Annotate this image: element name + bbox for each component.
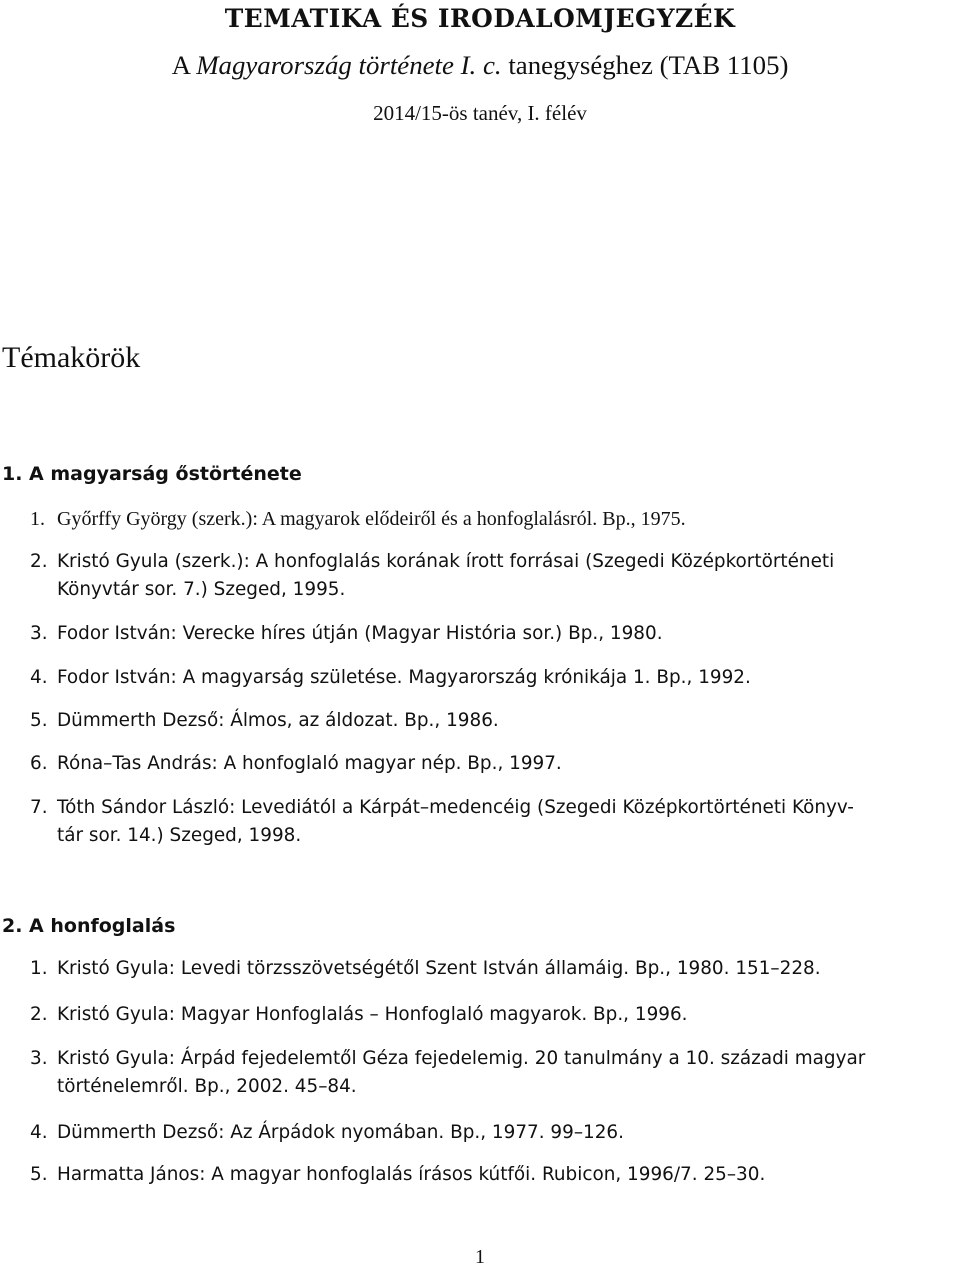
document-subtitle (0, 50, 960, 81)
item-number: 1. (30, 508, 45, 530)
item-number: 7. (30, 797, 48, 818)
item-text: Róna–Tas András: A honfoglaló magyar nép. Bp., 1997. (57, 753, 562, 774)
academic-term: 2014/15-ös tanév, I. félév (373, 101, 587, 125)
topic-1-item-5 (30, 707, 499, 735)
topic-2-title: 2. A honfoglalás (2, 915, 176, 937)
item-number: 3. (30, 1048, 48, 1069)
topic-1-item-7 (30, 794, 854, 850)
topic-2-item-1 (30, 955, 821, 983)
topic-1-item-2 (30, 548, 834, 604)
section-title: Témakörök (2, 341, 141, 374)
item-number: 5. (30, 710, 48, 731)
item-text: Kristó Gyula: Levedi törzsszövetségétől Szent István államáig. Bp., 1980. 151–228. (57, 958, 821, 979)
item-number: 2. (30, 551, 48, 572)
item-text: Győrffy György (szerk.): A magyarok elődeiről és a honfoglalásról. Bp., 1975. (57, 508, 686, 530)
page-number: 1 (475, 1246, 485, 1268)
item-number: 4. (30, 1122, 48, 1143)
subtitle-prefix: A (171, 50, 197, 80)
item-text: Kristó Gyula (szerk.): A honfoglalás korának írott forrásai (Szegedi Középkortörténeti (57, 551, 835, 572)
item-text-continued: Könyvtár sor. 7.) Szeged, 1995. (57, 579, 346, 600)
topic-2-item-2 (30, 1001, 688, 1029)
topic-2-item-5 (30, 1161, 765, 1189)
item-number: 3. (30, 623, 48, 644)
item-number: 5. (30, 1164, 48, 1185)
topic-1-item-3 (30, 620, 663, 648)
item-text: Harmatta János: A magyar honfoglalás írásos kútfői. Rubicon, 1996/7. 25–30. (57, 1164, 766, 1185)
topic-1-title: 1. A magyarság őstörténete (2, 463, 302, 485)
item-text: Dümmerth Dezső: Álmos, az áldozat. Bp., 1986. (57, 710, 499, 731)
topic-2-item-4 (30, 1119, 624, 1147)
item-text: Tóth Sándor László: Levediától a Kárpát–medencéig (Szegedi Középkortörténeti Könyv- (57, 797, 854, 818)
item-text: Kristó Gyula: Magyar Honfoglalás – Honfoglaló magyarok. Bp., 1996. (57, 1004, 688, 1025)
item-text-continued: történelemről. Bp., 2002. 45–84. (57, 1076, 357, 1097)
topic-1-item-6 (30, 750, 562, 778)
item-number: 4. (30, 667, 48, 688)
document-title: TEMATIKA ÉS IRODALOMJEGYZÉK (224, 4, 736, 33)
course-title: Magyarország története I. c. (196, 50, 502, 80)
topic-1-item-4 (30, 664, 751, 692)
item-number: 6. (30, 753, 48, 774)
item-number: 2. (30, 1004, 48, 1025)
item-text-continued: tár sor. 14.) Szeged, 1998. (57, 825, 302, 846)
item-number: 1. (30, 958, 48, 979)
item-text: Kristó Gyula: Árpád fejedelemtől Géza fejedelemig. 20 tanulmány a 10. századi magyar (57, 1048, 866, 1069)
item-text: Fodor István: A magyarság születése. Magyarország krónikája 1. Bp., 1992. (57, 667, 751, 688)
topic-2-item-3 (30, 1045, 865, 1101)
item-text: Fodor István: Verecke híres útján (Magyar História sor.) Bp., 1980. (57, 623, 663, 644)
topic-1-item-1 (30, 505, 686, 533)
subtitle-suffix: tanegységhez (TAB 1105) (501, 50, 789, 80)
item-text: Dümmerth Dezső: Az Árpádok nyomában. Bp., 1977. 99–126. (57, 1122, 624, 1143)
